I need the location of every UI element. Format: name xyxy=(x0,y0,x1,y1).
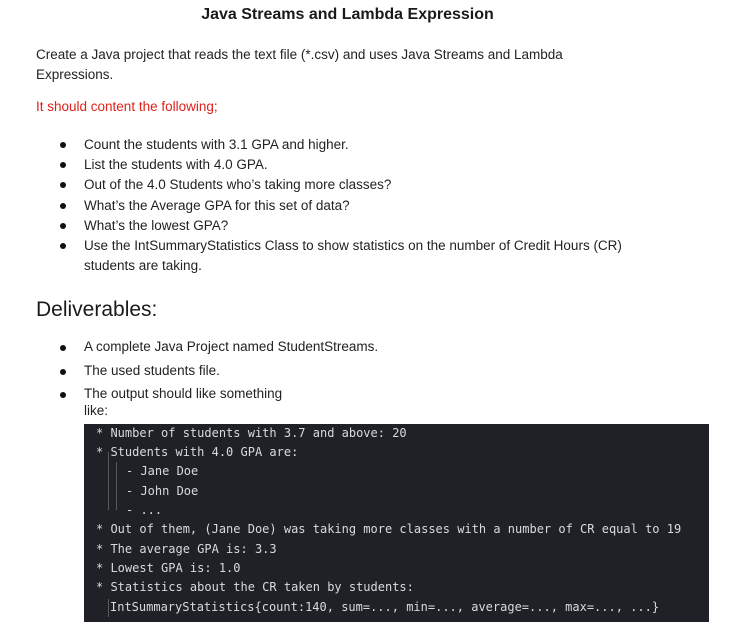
requirement-heading: It should content the following; xyxy=(36,99,218,114)
requirements-list xyxy=(60,135,660,276)
tree-guide-line xyxy=(116,462,117,510)
console-line: * Number of students with 3.7 and above: 20 xyxy=(96,426,407,440)
list-item: What’s the lowest GPA? xyxy=(60,216,660,236)
console-line: - John Doe xyxy=(126,484,199,498)
tree-guide-line xyxy=(108,452,109,510)
console-line: * The average GPA is: 3.3 xyxy=(96,542,277,556)
console-line: * Statistics about the CR taken by students: xyxy=(96,580,414,594)
intro-paragraph: Create a Java project that reads the text file (*.csv) and uses Java Streams and Lambda Expressions. xyxy=(36,47,563,82)
list-item: List the students with 4.0 GPA. xyxy=(60,155,660,175)
console-line: * Out of them, (Jane Doe) was taking more classes with a number of CR equal to 19 xyxy=(96,522,682,536)
list-item: Use the IntSummaryStatistics Class to show statistics on the number of Credit Hours (CR) students are taking. xyxy=(60,236,644,276)
console-line: - ... xyxy=(126,503,163,517)
deliverables-list xyxy=(60,338,660,425)
console-line: * Lowest GPA is: 1.0 xyxy=(96,561,241,575)
list-item: Out of the 4.0 Students who’s taking more classes? xyxy=(60,175,660,195)
console-line: - Jane Doe xyxy=(126,464,199,478)
deliverables-heading: Deliverables: xyxy=(36,298,158,321)
console-output xyxy=(84,424,709,622)
list-item: A complete Java Project named StudentStreams. xyxy=(60,338,660,356)
page-title: Java Streams and Lambda Expression xyxy=(201,6,494,23)
list-item: The output should like something like: xyxy=(60,385,289,419)
console-line: * Students with 4.0 GPA are: xyxy=(96,445,299,459)
list-item: Count the students with 3.1 GPA and higher. xyxy=(60,135,660,155)
tree-guide-line xyxy=(108,599,109,617)
console-line: IntSummaryStatistics{count:140, sum=..., min=..., average=..., max=..., ...} xyxy=(110,600,660,614)
list-item: What’s the Average GPA for this set of data? xyxy=(60,196,660,216)
list-item: The used students file. xyxy=(60,362,660,380)
